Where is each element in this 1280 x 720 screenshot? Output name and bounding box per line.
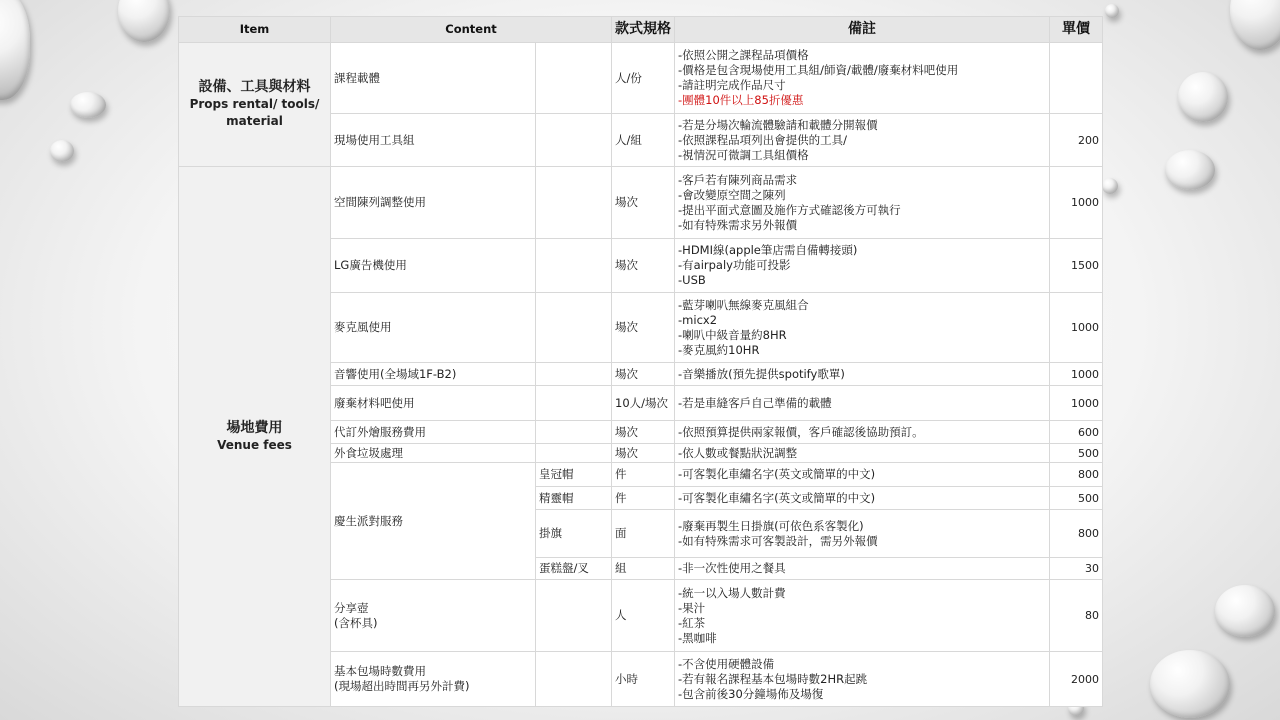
note-line: -如有特殊需求可客製設計，需另外報價 bbox=[678, 533, 878, 548]
note-line: -若是車縫客戶自己準備的載體 bbox=[678, 395, 832, 410]
unit-cell: 場次 bbox=[612, 421, 675, 444]
note-cell bbox=[675, 114, 1050, 167]
note-line: -黑咖啡 bbox=[678, 630, 717, 645]
note-line: -不含使用硬體設備 bbox=[678, 656, 775, 671]
spec-cell: 皇冠帽 bbox=[536, 463, 612, 487]
water-drop-decoration bbox=[1102, 178, 1118, 194]
content-cell: 外食垃圾處理 bbox=[331, 444, 536, 463]
note-line: -紅茶 bbox=[678, 615, 706, 630]
spec-cell bbox=[536, 114, 612, 167]
unit-cell: 場次 bbox=[612, 444, 675, 463]
note-cell bbox=[675, 510, 1050, 558]
price-cell: 800 bbox=[1050, 510, 1103, 558]
note-cell bbox=[675, 444, 1050, 463]
unit-cell: 組 bbox=[612, 558, 675, 580]
unit-cell: 10人/場次 bbox=[612, 386, 675, 421]
content-cell: 課程載體 bbox=[331, 43, 536, 114]
price-cell: 1000 bbox=[1050, 293, 1103, 363]
note-line: -若是分場次輪流體驗請和載體分開報價 bbox=[678, 117, 878, 132]
water-drop-decoration bbox=[1178, 72, 1228, 122]
spec-cell: 精靈帽 bbox=[536, 487, 612, 510]
content-line: 基本包場時數費用 bbox=[334, 664, 426, 678]
table-row bbox=[179, 167, 1103, 239]
header-price: 單價 bbox=[1050, 17, 1103, 43]
water-drop-decoration bbox=[0, 0, 30, 100]
note-cell bbox=[675, 386, 1050, 421]
content-cell: 麥克風使用 bbox=[331, 293, 536, 363]
pricing-table bbox=[178, 16, 1103, 707]
content-cell: 代訂外燴服務費用 bbox=[331, 421, 536, 444]
note-line: -若有報名課程基本包場時數2HR起跳 bbox=[678, 671, 868, 686]
price-cell: 1000 bbox=[1050, 386, 1103, 421]
note-line: -依照課程品項列出會提供的工具/ bbox=[678, 132, 848, 147]
price-cell bbox=[1050, 43, 1103, 114]
unit-cell: 小時 bbox=[612, 652, 675, 707]
table-row bbox=[179, 43, 1103, 114]
unit-cell: 場次 bbox=[612, 167, 675, 239]
unit-cell: 人 bbox=[612, 580, 675, 652]
water-drop-decoration bbox=[50, 140, 74, 162]
price-cell: 30 bbox=[1050, 558, 1103, 580]
section-label-props bbox=[179, 43, 331, 167]
spec-cell: 掛旗 bbox=[536, 510, 612, 558]
note-line: -HDMI線(apple筆店需自備轉接頭) bbox=[678, 243, 858, 257]
note-line: -非一次性使用之餐具 bbox=[678, 561, 786, 575]
unit-cell: 件 bbox=[612, 487, 675, 510]
water-drop-decoration bbox=[1150, 650, 1230, 718]
note-line: -提出平面式意圖及施作方式確認後方可執行 bbox=[678, 202, 901, 217]
content-line: 分享壺 bbox=[334, 600, 369, 615]
price-cell: 1500 bbox=[1050, 239, 1103, 293]
note-line: -客戶若有陳列商品需求 bbox=[678, 172, 798, 187]
note-cell bbox=[675, 652, 1050, 707]
note-cell bbox=[675, 167, 1050, 239]
spec-cell bbox=[536, 580, 612, 652]
unit-cell: 人/組 bbox=[612, 114, 675, 167]
price-cell: 200 bbox=[1050, 114, 1103, 167]
note-line: -視情況可微調工具組價格 bbox=[678, 147, 809, 162]
unit-cell: 人/份 bbox=[612, 43, 675, 114]
note-line: -音樂播放(預先提供spotify歌單) bbox=[678, 366, 845, 381]
note-cell bbox=[675, 363, 1050, 386]
content-cell: 現場使用工具組 bbox=[331, 114, 536, 167]
spec-cell bbox=[536, 444, 612, 463]
header-note: 備註 bbox=[675, 17, 1050, 43]
section-title-zh: 場地費用 bbox=[226, 419, 283, 436]
discount-note: -團體10件以上85折優惠 bbox=[678, 93, 804, 107]
note-cell bbox=[675, 43, 1050, 114]
note-line: -USB bbox=[678, 273, 706, 287]
water-drop-decoration bbox=[1165, 150, 1215, 190]
note-line: -果汁 bbox=[678, 600, 706, 615]
header-item: Item bbox=[179, 17, 331, 43]
unit-cell: 面 bbox=[612, 510, 675, 558]
content-cell: 廢棄材料吧使用 bbox=[331, 386, 536, 421]
note-line: -依人數或餐點狀況調整 bbox=[678, 445, 798, 460]
note-line: -依照公開之課程品項價格 bbox=[678, 48, 809, 62]
spec-cell bbox=[536, 386, 612, 421]
content-cell: 音響使用(全場域1F-B2) bbox=[331, 363, 536, 386]
spec-cell bbox=[536, 167, 612, 239]
note-line: -喇叭中級音量約8HR bbox=[678, 327, 787, 342]
price-cell: 600 bbox=[1050, 421, 1103, 444]
unit-cell: 件 bbox=[612, 463, 675, 487]
section-label-venue bbox=[179, 167, 331, 707]
note-cell bbox=[675, 421, 1050, 444]
spec-cell bbox=[536, 239, 612, 293]
price-cell: 1000 bbox=[1050, 167, 1103, 239]
unit-cell: 場次 bbox=[612, 239, 675, 293]
note-line: -有airpaly功能可投影 bbox=[678, 258, 791, 272]
note-line: -藍芽喇叭無線麥克風組合 bbox=[678, 297, 809, 312]
price-cell: 500 bbox=[1050, 444, 1103, 463]
spec-cell bbox=[536, 363, 612, 386]
note-cell bbox=[675, 463, 1050, 487]
content-line: (含杯具) bbox=[334, 615, 378, 630]
content-line: (現場超出時間再另外計費) bbox=[334, 679, 470, 693]
note-cell bbox=[675, 293, 1050, 363]
note-line: -統一以入場人數計費 bbox=[678, 585, 786, 600]
table-header-row bbox=[179, 17, 1103, 43]
content-cell: LG廣告機使用 bbox=[331, 239, 536, 293]
section-title-en: Venue fees bbox=[217, 437, 292, 452]
note-cell bbox=[675, 239, 1050, 293]
note-line: -micx2 bbox=[678, 312, 718, 327]
note-line: -廢棄再製生日掛旗(可依色系客製化) bbox=[678, 518, 864, 533]
water-drop-decoration bbox=[1105, 4, 1119, 18]
price-cell: 80 bbox=[1050, 580, 1103, 652]
price-cell: 2000 bbox=[1050, 652, 1103, 707]
note-line: -可客製化車繡名字(英文或簡單的中文) bbox=[678, 490, 876, 505]
note-line: -包含前後30分鐘場佈及場復 bbox=[678, 686, 824, 701]
spec-cell: 蛋糕盤/叉 bbox=[536, 558, 612, 580]
note-line: -請註明完成作品尺寸 bbox=[678, 78, 786, 92]
unit-cell: 場次 bbox=[612, 363, 675, 386]
price-cell: 800 bbox=[1050, 463, 1103, 487]
unit-cell: 場次 bbox=[612, 293, 675, 363]
note-line: -依照預算提供兩家報價，客戶確認後協助預訂。 bbox=[678, 424, 924, 439]
content-cell: 空間陳列調整使用 bbox=[331, 167, 536, 239]
note-cell bbox=[675, 558, 1050, 580]
header-content: Content bbox=[331, 17, 612, 43]
water-drop-decoration bbox=[118, 0, 170, 42]
content-cell bbox=[331, 580, 536, 652]
note-line: -價格是包含現場使用工具組/師資/載體/廢棄材料吧使用 bbox=[678, 63, 959, 77]
note-line: -麥克風約10HR bbox=[678, 342, 760, 357]
spec-cell bbox=[536, 421, 612, 444]
price-cell: 500 bbox=[1050, 487, 1103, 510]
price-cell: 1000 bbox=[1050, 363, 1103, 386]
spec-cell bbox=[536, 43, 612, 114]
note-line: -如有特殊需求另外報價 bbox=[678, 217, 798, 232]
content-cell bbox=[331, 652, 536, 707]
note-line: -可客製化車繡名字(英文或簡單的中文) bbox=[678, 467, 876, 481]
header-spec: 款式規格 bbox=[612, 17, 675, 43]
note-cell bbox=[675, 487, 1050, 510]
note-line: -會改變原空間之陳列 bbox=[678, 187, 786, 202]
section-title-en: Props rental/ tools/ material bbox=[189, 97, 320, 128]
section-title-zh: 設備、工具與材料 bbox=[198, 79, 311, 95]
note-cell bbox=[675, 580, 1050, 652]
water-drop-decoration bbox=[70, 92, 106, 118]
content-cell: 慶生派對服務 bbox=[331, 463, 536, 580]
water-drop-decoration bbox=[1230, 0, 1280, 50]
spec-cell bbox=[536, 293, 612, 363]
spec-cell bbox=[536, 652, 612, 707]
water-drop-decoration bbox=[1215, 585, 1275, 637]
